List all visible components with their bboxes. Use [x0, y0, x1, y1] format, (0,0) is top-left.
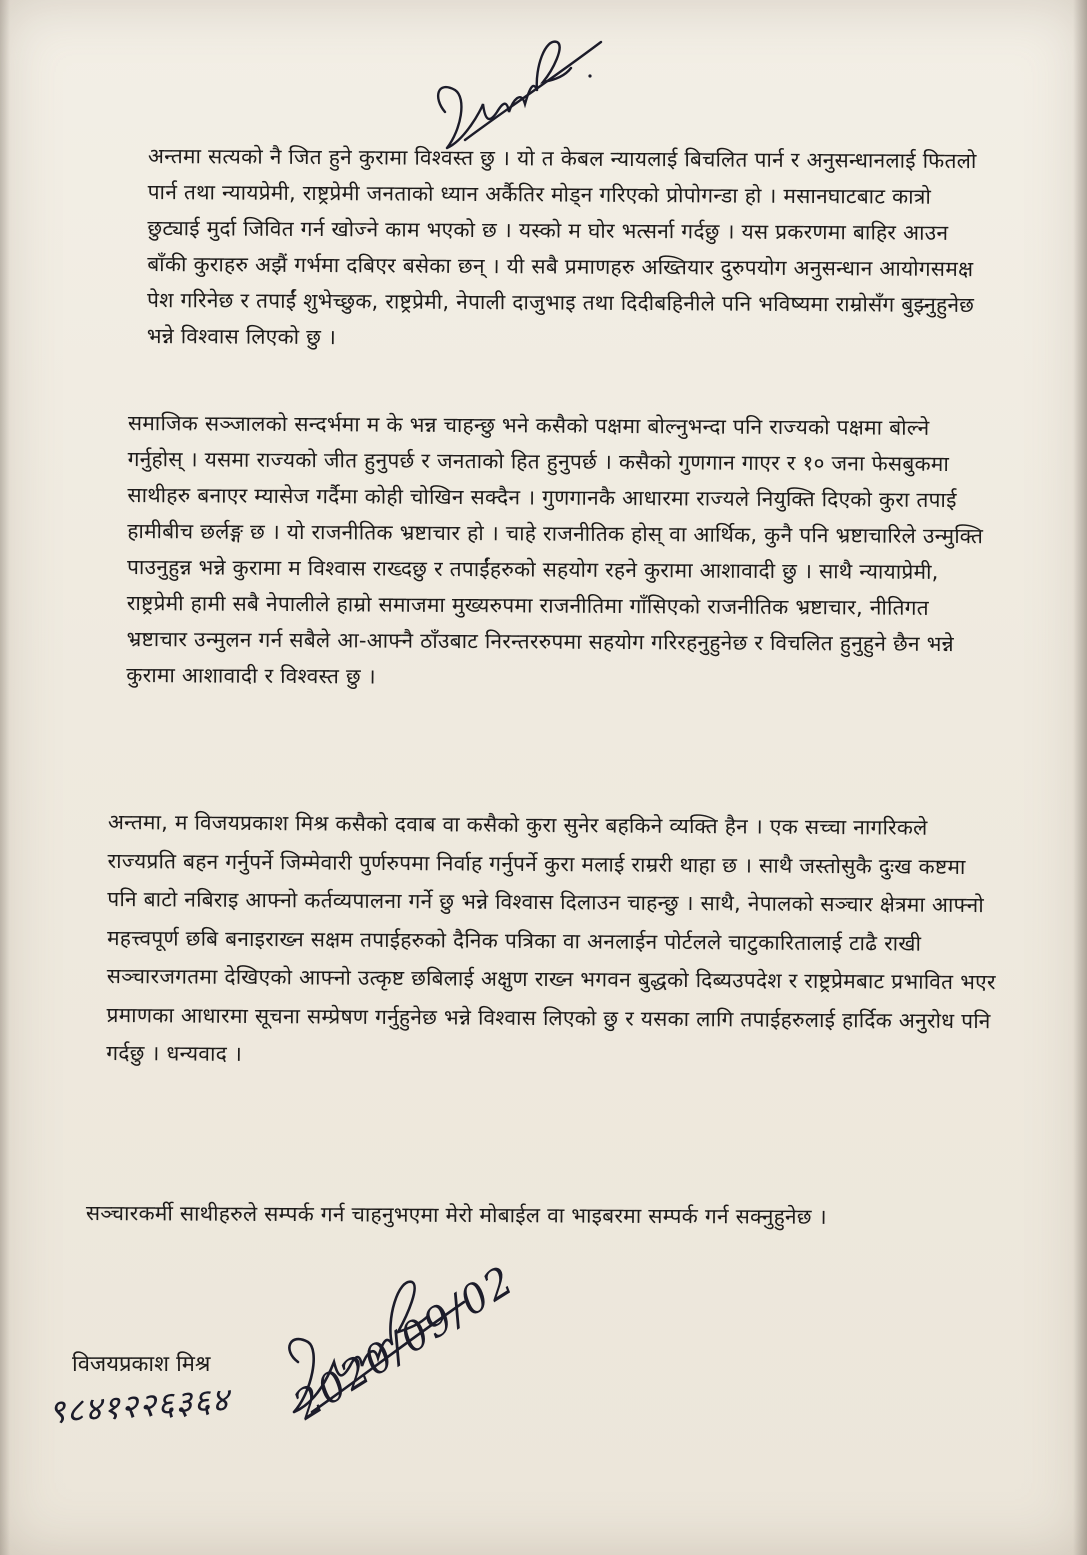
page-shadow-right [1073, 0, 1087, 1555]
paragraph-text: समाजिक सञ्जालको सन्दर्भमा म के भन्न चाहन्छु भने कसैको पक्षमा बोल्नुभन्दा पनि राज्यको पक्षमा बोल्ने गर्नुहोस् । यसमा राज्यको जीत हुनुपर्छ र जनताको हित हुनुपर्छ । कसैको गुणगान गाएर र १० जना फेसबुकमा साथीहरु बनाएर म्यासेज गर्दैमा कोही चोखिन सक्दैन । गुणगानकै आधारमा राज्यले नियुक्ति दिएको कुरा तपाई हामीबीच छर्लङ्ग छ । यो राजनीतिक भ्रष्टाचार हो । चाहे राजनीतिक होस् वा आर्थिक, कुनै पनि भ्रष्टाचारिले उन्मुक्ति पाउनुहुन्न भन्ने कुरामा म विश्वास राख्दछु र तपाईंहरुको सहयोग रहने कुरामा आशावादी छु । साथै न्यायाप्रेमी, राष्ट्रप्रेमी हामी सबै नेपालीले हाम्रो समाजमा मुख्यरुपमा राजनीतिमा गाँसिएको राजनीतिक भ्रष्टाचार, नीतिगत भ्रष्टाचार उन्मुलन गर्न सबैले आ-आफ्नै ठाँउबाट निरन्तररुपमा सहयोग गरिरहनुहुनेछ र विचलित हुनुहुने छैन भन्ने कुरामा आशावादी र विश्वस्त छु । [126, 410, 984, 689]
handwritten-phone-number: ९८४१२२६३६४ [46, 1379, 231, 1432]
signatory-name: विजयप्रकाश मिश्र [72, 1352, 211, 1377]
paragraph-final [106, 803, 1001, 1079]
paragraph-text: सञ्चारकर्मी साथीहरुले सम्पर्क गर्न चाहनुभएमा मेरो मोबाईल वा भाइबरमा सम्पर्क गर्न सक्नुहुनेछ । [85, 1200, 827, 1229]
paragraph-contact [86, 1193, 1001, 1238]
paragraph-text: अन्तमा, म विजयप्रकाश मिश्र कसैको दवाब वा कसैको कुरा सुनेर बहकिने व्यक्ति हैन । एक सच्चा नागरिकले राज्यप्रति बहन गर्नुपर्ने जिम्मेवारी पुर्णरुपमा निर्वाह गर्नुपर्ने कुरा मलाई राम्ररी थाहा छ । साथै जस्तोसुकै दुःख कष्टमा पनि बाटो नबिराइ आफ्नो कर्तव्यपालना गर्ने छु भन्ने विश्वास दिलाउन चाहन्छु । साथै, नेपालको सञ्चार क्षेत्रमा आफ्नो महत्त्वपूर्ण छबि बनाइराख्न सक्षम तपाईहरुको दैनिक पत्रिका वा अनलाईन पोर्टलले चाटुकारितालाई टाढै राखी सञ्चारजगतमा देखिएको आफ्नो उत्कृष्ट छबिलाई अक्षुण राख्न भगवन बुद्धको दिब्यउपदेश र राष्ट्रप्रेमबाट प्रभावित भएर प्रमाणका आधारमा सूचना सम्प्रेषण गर्नुहुनेछ भन्ने विश्वास लिएको छु र यसका लागि तपाईहरुलाई हार्दिक अनुरोध पनि गर्दछु । धन्यवाद । [106, 809, 996, 1066]
handwritten-date: 2020/09/02 [286, 1257, 523, 1430]
paragraph-social-media [126, 405, 988, 698]
page-shadow-left [0, 0, 10, 1555]
paragraph-conclusion [147, 138, 983, 359]
paragraph-text: अन्तमा सत्यको नै जित हुने कुरामा विश्वस्त छु । यो त केबल न्यायलाई बिचलित पार्न र अनुसन्धानलाई फितलो पार्न तथा न्यायप्रेमी, राष्ट्रप्रेमी जनताको ध्यान अर्कैतिर मोड्न गरिएको प्रोपोगन्डा हो । मसानघाटबाट कात्रो छुट्याई मुर्दा जिवित गर्न खोज्ने काम भएको छ । यस्को म घोर भत्सर्ना गर्दछु । यस प्रकरणमा बाहिर आउन बाँकी कुराहरु अझैं गर्भमा दबिएर बसेका छन् । यी सबै प्रमाणहरु अख्तियार दुरुपयोग अनुसन्धान आयोगसमक्ष पेश गरिनेछ र तपाईं शुभेच्छुक, राष्ट्रप्रेमी, नेपाली दाजुभाइ तथा दिदीबहिनीले पनि भविष्यमा राम्रोसँग बुझ्नुहुनेछ भन्ने विश्वास लिएको छु । [146, 143, 977, 350]
